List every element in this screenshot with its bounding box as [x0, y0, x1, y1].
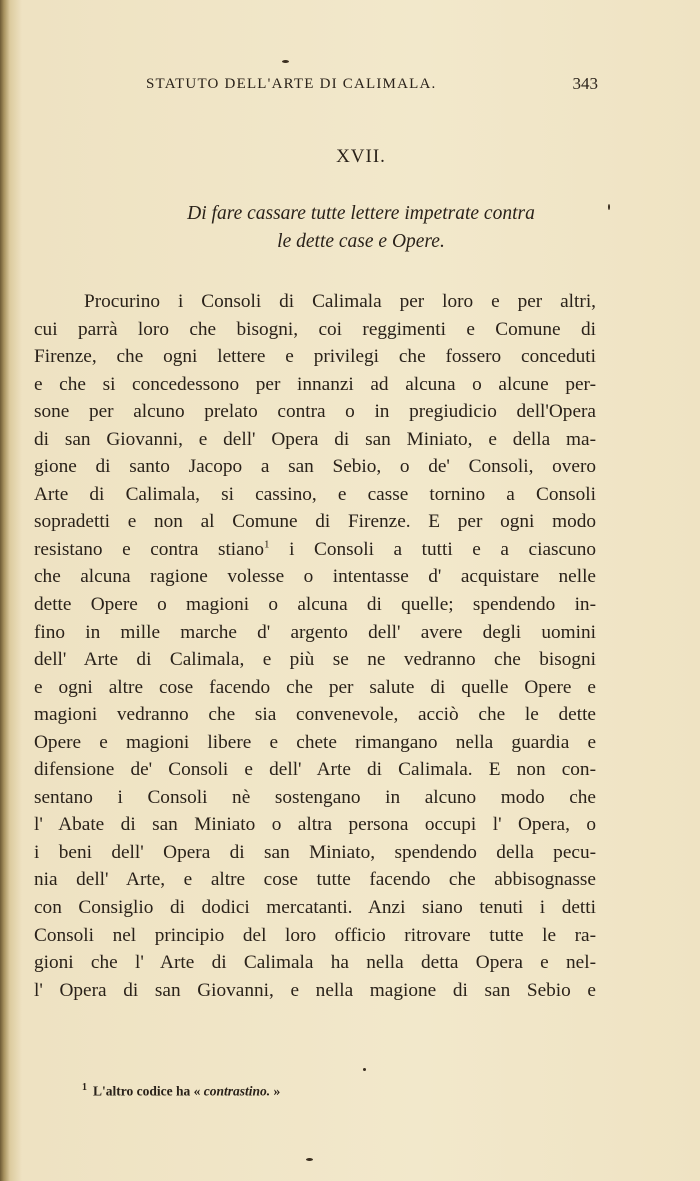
text-line: e che si concedessono per innanzi ad alcuna o alcune per- — [34, 373, 596, 395]
text-line: l' Abate di san Miniato o altra persona occupi l' Opera, o — [34, 814, 596, 836]
text-line: sentano i Consoli nè sostengano in alcuno modo che — [34, 786, 596, 808]
text-line: nia dell' Arte, e altre cose tutte facendo che abbisognasse — [34, 869, 596, 891]
footnote-text: L'altro codice ha « — [93, 1083, 204, 1099]
page-number: 343 — [572, 74, 598, 93]
text-line: i beni dell' Opera di san Miniato, spendendo della pecu- — [34, 841, 596, 863]
text-line: fino in mille marche d' argento dell' avere degli uomini — [34, 621, 596, 643]
text-line: e ogni altre cose facendo che per salute di quelle Opere e — [34, 676, 596, 698]
text-line: di san Giovanni, e dell' Opera di san Miniato, e della ma- — [34, 428, 596, 450]
text-line: Opere e magioni libere e chete rimangano nella guardia e — [34, 731, 596, 753]
text-line: Firenze, che ogni lettere e privilegi che fossero conceduti — [34, 346, 596, 368]
text-line-part: i Consoli a tutti e a ciascuno — [289, 538, 596, 560]
footnote-emphasis: contrastino. — [203, 1083, 271, 1099]
running-title: STATUTO DELL'ARTE DI CALIMALA. — [146, 76, 437, 92]
footnote-text-end: » — [270, 1083, 281, 1099]
text-line: dette Opere o magioni o alcuna di quelle; spendendo in- — [34, 594, 596, 616]
chapter-number: XVII. — [336, 146, 386, 167]
text-line: difensione de' Consoli e dell' Arte di Calimala. E non con- — [34, 759, 596, 781]
ink-speck — [363, 1068, 366, 1071]
text-line: cui parrà loro che bisogni, coi reggimenti e Comune di — [34, 318, 596, 340]
text-line: Arte di Calimala, si cassino, e casse tornino a Consoli — [34, 483, 596, 505]
text-line: Consoli nel principio del loro officio ritrovare tutte le ra- — [34, 924, 596, 946]
footnote-reference[interactable]: 1 — [264, 538, 270, 551]
text-line: gioni che l' Arte di Calimala ha nella detta Opera e nel- — [34, 952, 596, 974]
text-line: sone per alcuno prelato contra o in pregiudicio dell'Opera — [34, 401, 596, 423]
chapter-heading — [0, 200, 700, 256]
ink-speck — [608, 204, 610, 210]
chapter-heading-line: le dette case e Opere. — [277, 231, 445, 252]
text-line-part: resistano e contra stiano — [34, 538, 265, 560]
text-line: che alcuna ragione volesse o intentasse d' acquistare nelle — [34, 566, 596, 588]
text-line: magioni vedranno che sia convenevole, acciò che le dette — [34, 704, 596, 726]
footnote-mark: 1 — [82, 1082, 87, 1093]
body-text — [34, 288, 596, 1004]
text-line: Procurino i Consoli di Calimala per loro e per altri, — [84, 291, 596, 312]
text-line: sopradetti e non al Comune di Firenze. E per ogni modo — [34, 511, 596, 533]
text-line: gione di santo Jacopo a san Sebio, o de' Consoli, overo — [34, 456, 596, 478]
running-head — [146, 76, 598, 98]
footnote — [82, 1082, 280, 1100]
text-line-with-footnote-mark — [34, 536, 596, 564]
ink-speck — [282, 60, 289, 63]
ink-speck — [306, 1158, 313, 1161]
text-line: dell' Arte di Calimala, e più se ne vedranno che bisogni — [34, 649, 596, 671]
text-line: con Consiglio di dodici mercatanti. Anzi siano tenuti i detti — [34, 897, 596, 919]
chapter-heading-line: Di fare cassare tutte lettere impetrate contra — [187, 203, 535, 224]
text-line: l' Opera di san Giovanni, e nella magione di san Sebio e — [34, 979, 596, 1001]
